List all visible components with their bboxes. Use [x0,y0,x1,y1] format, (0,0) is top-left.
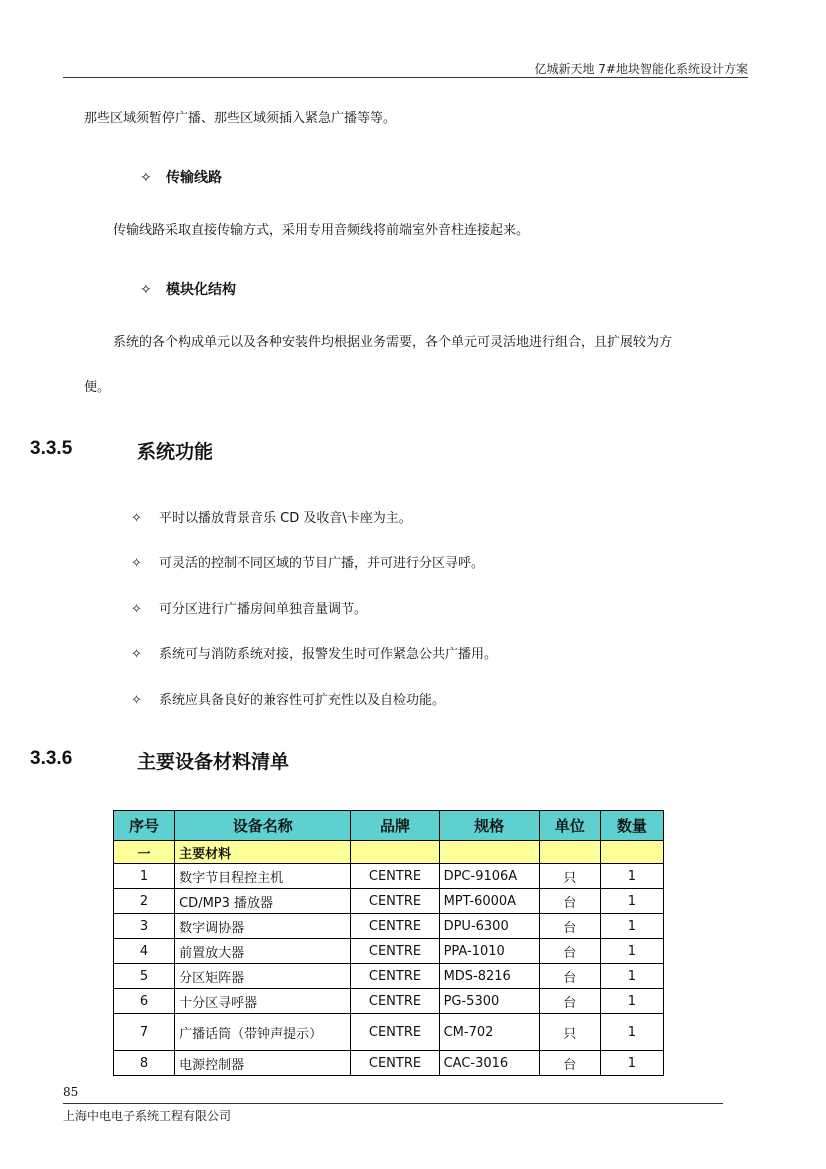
function-bullet-text: 系统可与消防系统对接，报警发生时可作紧急公共广播用。 [159,647,498,662]
cell-index: 4 [114,939,175,964]
cell-quantity: 1 [600,939,663,964]
cell-device-name: 数字节目程控主机 [175,864,351,889]
header-index: 序号 [114,811,175,841]
cell-spec: PG-5300 [439,989,539,1014]
table-row [114,914,664,939]
cell-device-name: 广播话筒（带钟声提示） [175,1014,351,1051]
function-bullet-text: 系统应具备良好的兼容性可扩充性以及自检功能。 [159,693,446,708]
modular-heading-text: 模块化结构 [166,282,236,298]
diamond-star-icon: ✧ [140,282,152,298]
table-row [114,989,664,1014]
cell-unit: 台 [539,889,600,914]
section-title-335: 系统功能 [137,441,214,463]
table-row [114,1051,664,1076]
cell-device-name: 分区矩阵器 [175,964,351,989]
category-name: 主要材料 [175,841,351,864]
cell-spec: DPU-6300 [439,914,539,939]
table-header-row [114,811,664,841]
section-number-336: 3.3.6 [30,748,73,769]
cell-brand: CENTRE [351,914,439,939]
function-bullet-text: 平时以播放背景音乐 CD 及收音\卡座为主。 [159,511,412,526]
diamond-star-icon: ✧ [140,170,152,186]
cell-device-name: 电源控制器 [175,1051,351,1076]
category-row [114,841,664,864]
transmission-paragraph: 传输线路采取直接传输方式，采用专用音频线将前端室外音柱连接起来。 [113,223,530,238]
equipment-table [113,810,664,1076]
document-header-title: 亿城新天地 7#地块智能化系统设计方案 [534,62,748,76]
cell-index: 2 [114,889,175,914]
cell-quantity: 1 [600,864,663,889]
diamond-star-icon: ✧ [131,602,142,617]
cell-spec: PPA-1010 [439,939,539,964]
cell-index: 5 [114,964,175,989]
section-title-336: 主要设备材料清单 [137,751,290,773]
table-row [114,889,664,914]
empty-cell [351,841,439,864]
category-index: 一 [114,841,175,864]
transmission-heading-text: 传输线路 [166,170,222,186]
cell-index: 7 [114,1014,175,1051]
cell-unit: 只 [539,864,600,889]
header-quantity: 数量 [600,811,663,841]
modular-paragraph-line2: 便。 [84,380,111,395]
header-brand: 品牌 [351,811,439,841]
cell-device-name: CD/MP3 播放器 [175,889,351,914]
cell-brand: CENTRE [351,1051,439,1076]
empty-cell [539,841,600,864]
cell-unit: 台 [539,964,600,989]
cell-brand: CENTRE [351,889,439,914]
diamond-star-icon: ✧ [131,647,142,662]
cell-quantity: 1 [600,889,663,914]
diamond-star-icon: ✧ [131,511,142,526]
empty-cell [600,841,663,864]
function-bullet [131,643,497,662]
cell-index: 3 [114,914,175,939]
header-device-name: 设备名称 [175,811,351,841]
cell-brand: CENTRE [351,1014,439,1051]
cell-brand: CENTRE [351,964,439,989]
footer-company-name: 上海中电电子系统工程有限公司 [63,1109,232,1123]
empty-cell [439,841,539,864]
page-number: 85 [63,1085,79,1099]
section-number-335: 3.3.5 [30,438,73,459]
transmission-heading [140,167,222,187]
cell-device-name: 前置放大器 [175,939,351,964]
cell-unit: 台 [539,914,600,939]
cell-quantity: 1 [600,989,663,1014]
function-bullet [131,689,445,708]
function-bullet [131,598,367,617]
cell-unit: 台 [539,1051,600,1076]
cell-index: 8 [114,1051,175,1076]
cell-index: 1 [114,864,175,889]
header-divider [63,77,748,78]
cell-spec: CM-702 [439,1014,539,1051]
diamond-star-icon: ✧ [131,556,142,571]
cell-quantity: 1 [600,914,663,939]
intro-paragraph: 那些区域须暂停广播、那些区域须插入紧急广播等等。 [84,111,397,126]
table-row [114,864,664,889]
header-spec: 规格 [439,811,539,841]
footer-divider [63,1103,723,1104]
cell-brand: CENTRE [351,864,439,889]
cell-unit: 只 [539,1014,600,1051]
function-bullet [131,507,412,526]
cell-device-name: 十分区寻呼器 [175,989,351,1014]
cell-spec: DPC-9106A [439,864,539,889]
cell-spec: MDS-8216 [439,964,539,989]
diamond-star-icon: ✧ [131,693,142,708]
function-bullet-text: 可分区进行广播房间单独音量调节。 [159,602,368,617]
header-unit: 单位 [539,811,600,841]
cell-quantity: 1 [600,1014,663,1051]
cell-spec: MPT-6000A [439,889,539,914]
table-row [114,1014,664,1051]
table-row [114,939,664,964]
cell-spec: CAC-3016 [439,1051,539,1076]
cell-index: 6 [114,989,175,1014]
cell-brand: CENTRE [351,939,439,964]
cell-unit: 台 [539,939,600,964]
table-row [114,964,664,989]
cell-device-name: 数字调协器 [175,914,351,939]
modular-heading [140,279,236,299]
cell-brand: CENTRE [351,989,439,1014]
modular-paragraph-line1: 系统的各个构成单元以及各种安装件均根据业务需要，各个单元可灵活地进行组合，且扩展较为方 [113,335,673,350]
function-bullet-text: 可灵活的控制不同区域的节目广播，并可进行分区寻呼。 [159,556,485,571]
cell-quantity: 1 [600,1051,663,1076]
function-bullet [131,552,484,571]
cell-quantity: 1 [600,964,663,989]
cell-unit: 台 [539,989,600,1014]
